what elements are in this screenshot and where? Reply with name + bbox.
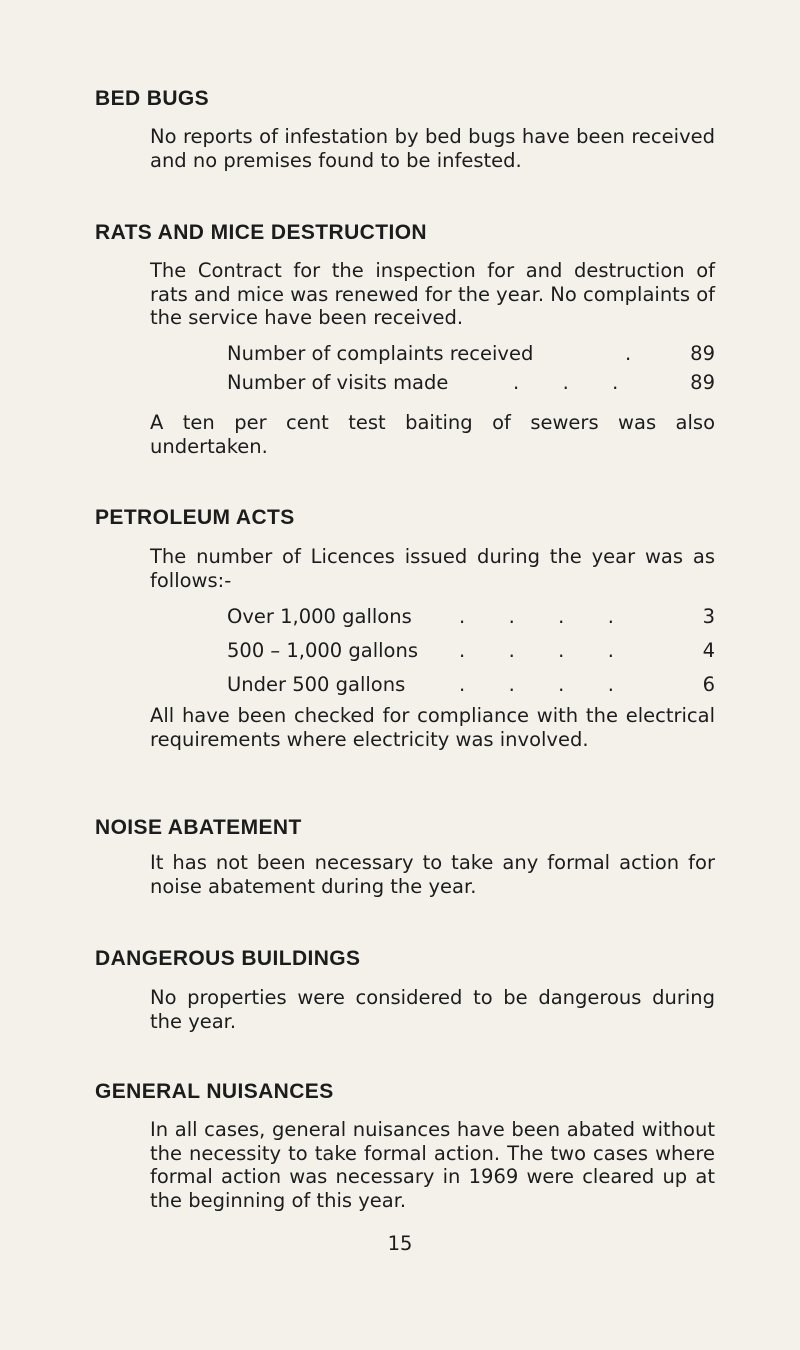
- row-label: Number of visits made: [227, 371, 449, 394]
- heading-rats-mice: RATS AND MICE DESTRUCTION: [95, 221, 427, 244]
- row-leader-dots: . . .: [513, 371, 619, 394]
- heading-bed-bugs: BED BUGS: [95, 87, 210, 110]
- heading-noise-abatement: NOISE ABATEMENT: [95, 816, 302, 839]
- heading-petroleum-acts: PETROLEUM ACTS: [95, 506, 295, 529]
- paragraph-electrical-check: All have been checked for compliance with the electrical requirements where electricity was involved.: [150, 704, 715, 751]
- row-label: 500 – 1,000 gallons: [227, 639, 419, 662]
- row-leader-dots: . . . .: [459, 605, 614, 628]
- row-value: 4: [702, 639, 715, 662]
- paragraph-nuisances: In all cases, general nuisances have been abated without the necessity to take formal action. The two cases where formal action was necessary in 1969 were cleared up at the beginning of this year.: [150, 1118, 715, 1212]
- licence-row-500-1000: [227, 639, 715, 663]
- row-value: 89: [690, 371, 715, 394]
- licence-row-under-500: [227, 673, 715, 697]
- row-value: 3: [702, 605, 715, 628]
- paragraph-sewer-baiting: A ten per cent test baiting of sewers was also undertaken.: [150, 411, 715, 458]
- row-leader-dots: . . . .: [459, 673, 614, 696]
- paragraph-rats-mice: The Contract for the inspection for and destruction of rats and mice was renewed for the year. No complaints of the service have been received.: [150, 259, 715, 329]
- paragraph-noise: It has not been necessary to take any formal action for noise abatement during the year.: [150, 851, 715, 898]
- heading-general-nuisances: GENERAL NUISANCES: [95, 1080, 334, 1103]
- row-value: 6: [702, 673, 715, 696]
- page-number: 15: [387, 1232, 413, 1255]
- paragraph-bed-bugs: No reports of infestation by bed bugs have been received and no premises found to be infested.: [150, 125, 715, 172]
- licence-row-over-1000: [227, 605, 715, 629]
- row-label: Number of complaints received: [227, 342, 534, 365]
- row-value: 89: [690, 342, 715, 365]
- row-label: Under 500 gallons: [227, 673, 406, 696]
- row-leader-dots: . . . .: [459, 639, 614, 662]
- row-leader-dots: .: [625, 342, 632, 365]
- rats-row-visits: [227, 371, 715, 395]
- heading-dangerous-buildings: DANGEROUS BUILDINGS: [95, 947, 361, 970]
- rats-row-complaints: [227, 342, 715, 366]
- paragraph-dangerous: No properties were considered to be dangerous during the year.: [150, 986, 715, 1033]
- row-label: Over 1,000 gallons: [227, 605, 412, 628]
- paragraph-licences: The number of Licences issued during the year was as follows:-: [150, 545, 715, 592]
